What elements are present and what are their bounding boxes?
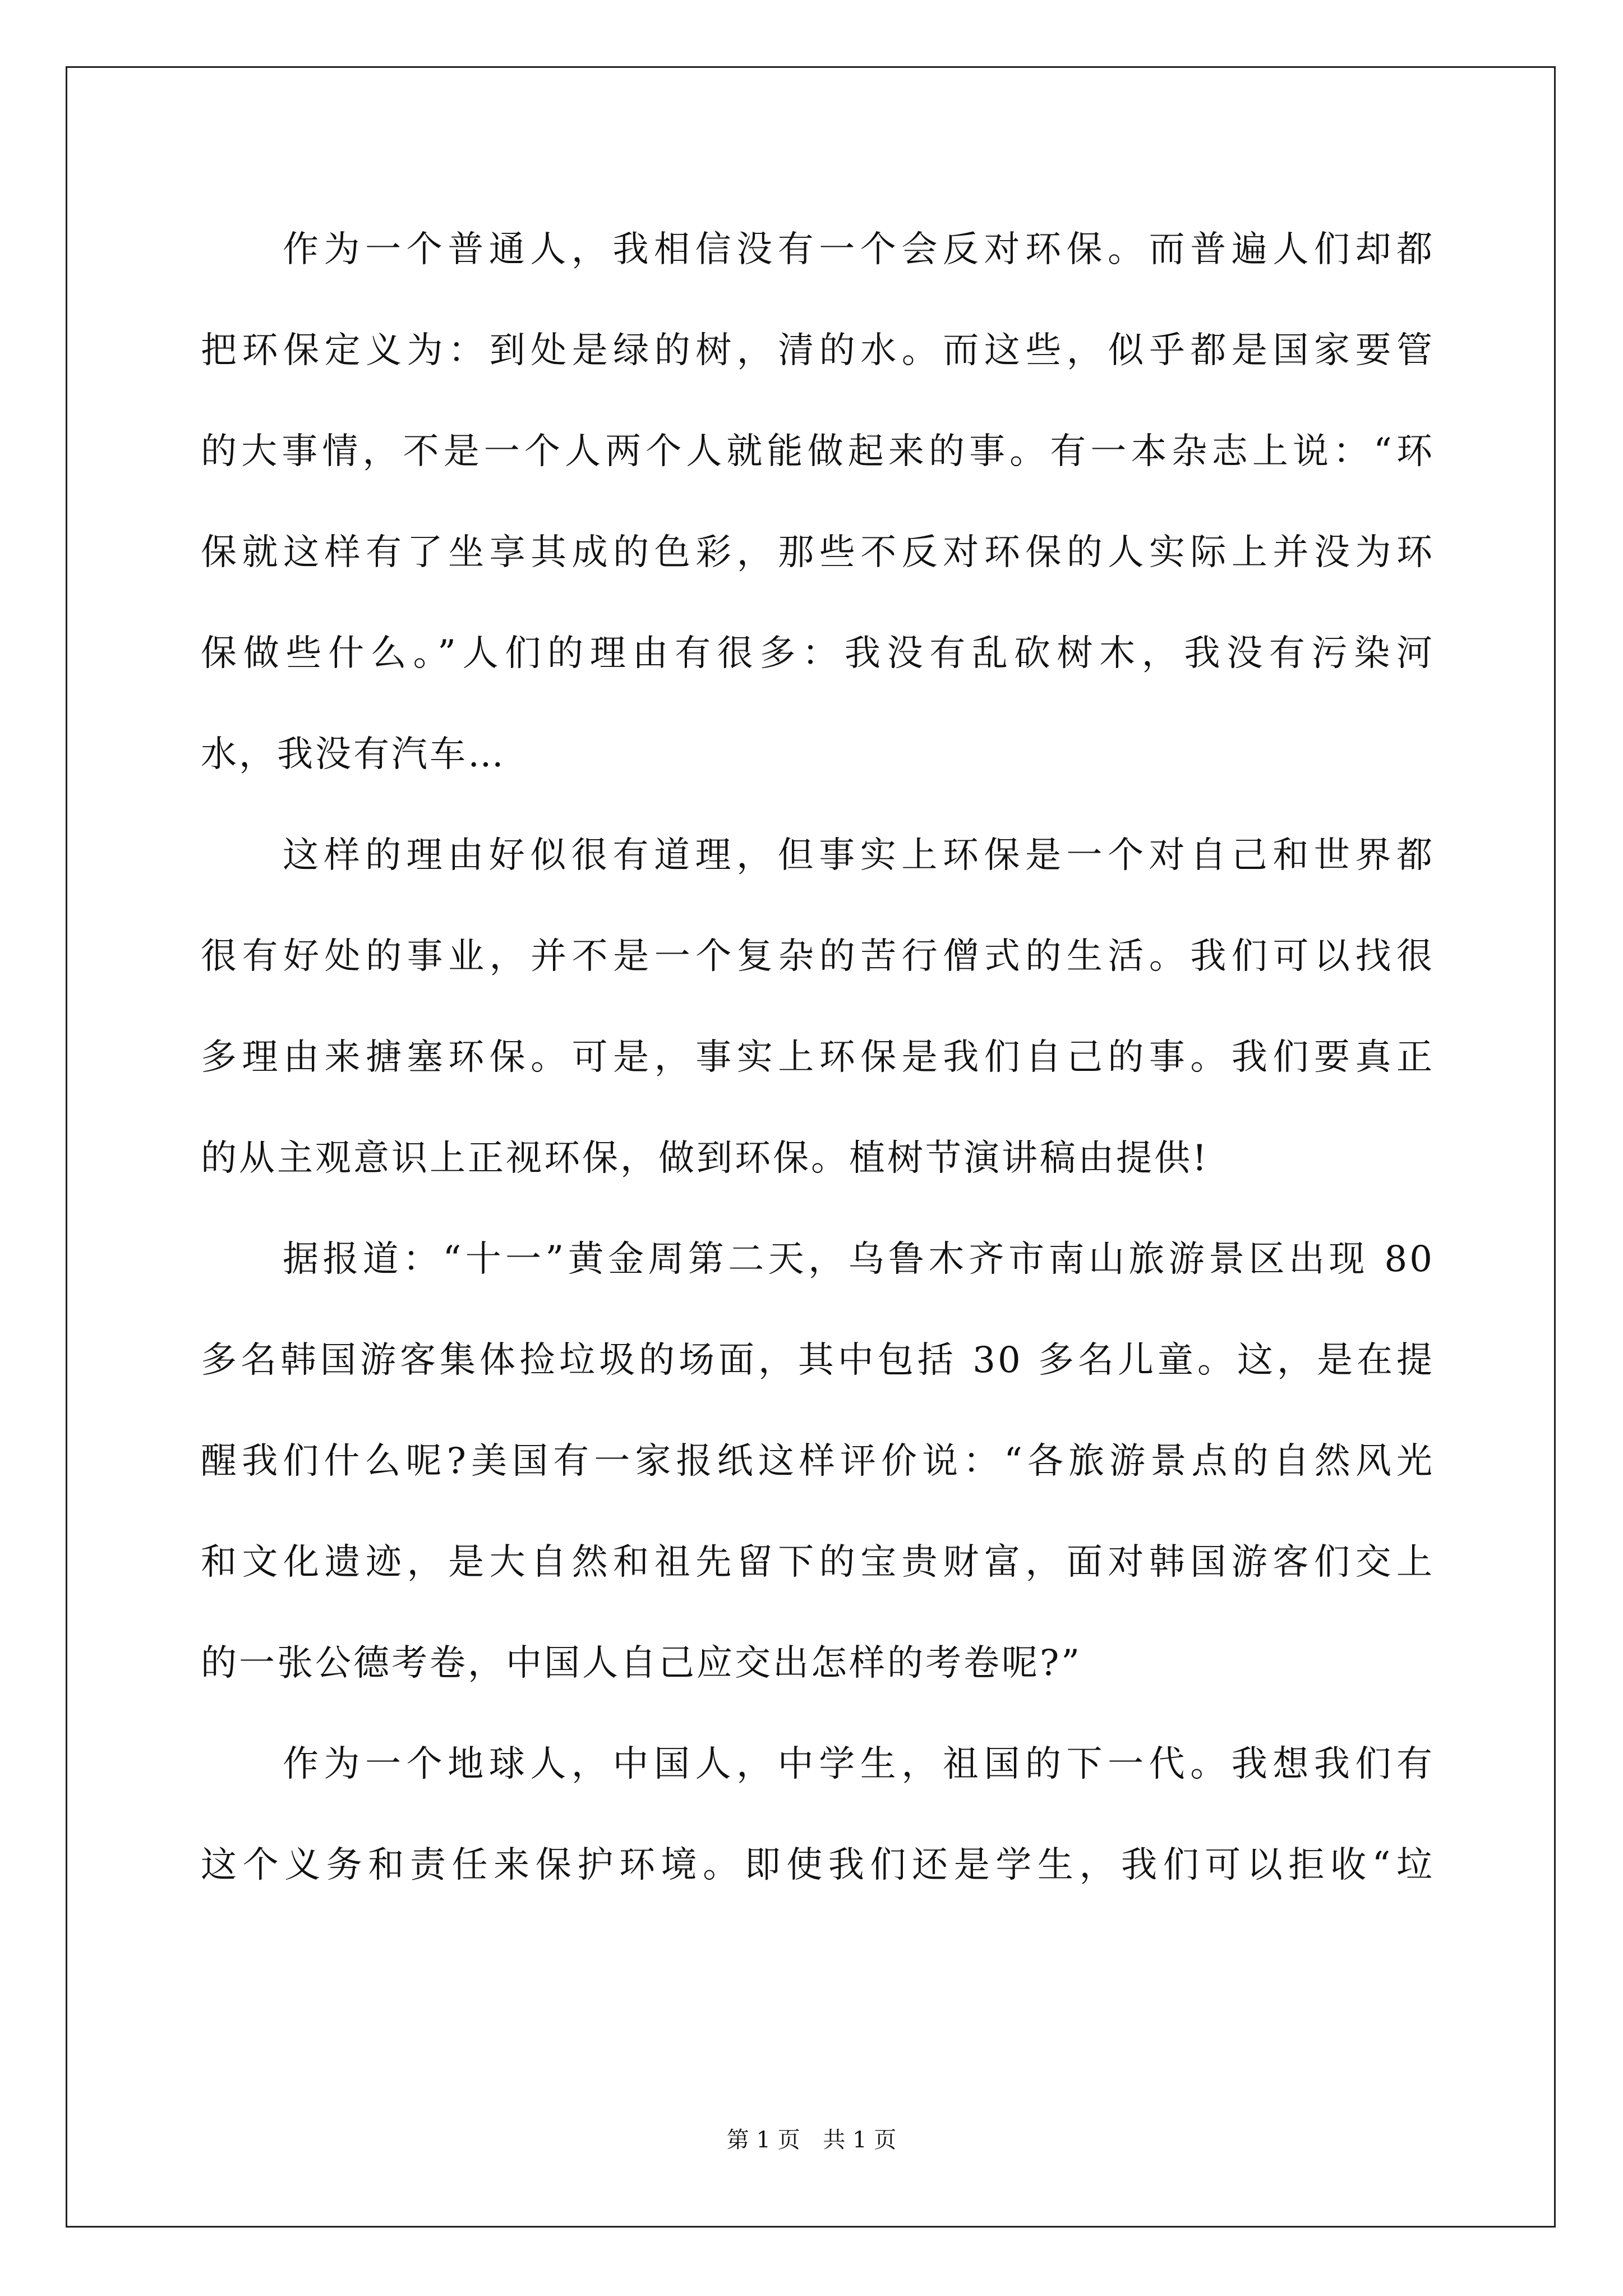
text-line: 和文化遗迹，是大自然和祖先留下的宝贵财富，面对韩国游客们交上 <box>201 1542 1435 1583</box>
text-line: 这样的理由好似很有道理，但事实上环保是一个对自己和世界都 <box>283 835 1435 876</box>
page-number: 第 1 页 <box>726 2127 800 2153</box>
text-line: 的一张公德考卷，中国人自己应交出怎样的考卷呢?” <box>201 1642 1082 1684</box>
text-line: 多名韩国游客集体捡垃圾的场面，其中包括 30 多名儿童。这，是在提 <box>201 1340 1435 1381</box>
text-line: 的从主观意识上正视环保，做到环保。植树节演讲稿由提供! <box>201 1138 1209 1179</box>
text-line: 水，我没有汽车… <box>201 734 506 775</box>
text-line: 据报道：“十一”黄金周第二天，乌鲁木齐市南山旅游景区出现 80 <box>283 1239 1435 1280</box>
text-line: 作为一个普通人，我相信没有一个会反对环保。而普遍人们却都 <box>283 229 1435 270</box>
text-line: 的大事情，不是一个人两个人就能做起来的事。有一本杂志上说：“环 <box>201 431 1435 472</box>
page-count: 共 1 页 <box>823 2127 897 2153</box>
text-line: 很有好处的事业，并不是一个复杂的苦行僧式的生活。我们可以找很 <box>201 936 1435 977</box>
page-footer <box>0 2126 1623 2154</box>
text-line: 保就这样有了坐享其成的色彩，那些不反对环保的人实际上并没为环 <box>201 532 1435 573</box>
text-line: 醒我们什么呢?美国有一家报纸这样评价说：“各旅游景点的自然风光 <box>201 1441 1435 1482</box>
text-line: 保做些什么。”人们的理由有很多：我没有乱砍树木，我没有污染河 <box>201 633 1435 674</box>
text-line: 多理由来搪塞环保。可是，事实上环保是我们自己的事。我们要真正 <box>201 1037 1435 1078</box>
text-line: 把环保定义为：到处是绿的树，清的水。而这些，似乎都是国家要管 <box>201 330 1435 371</box>
text-line: 这个义务和责任来保护环境。即使我们还是学生，我们可以拒收“垃 <box>201 1844 1435 1886</box>
text-line: 作为一个地球人，中国人，中学生，祖国的下一代。我想我们有 <box>283 1743 1435 1785</box>
